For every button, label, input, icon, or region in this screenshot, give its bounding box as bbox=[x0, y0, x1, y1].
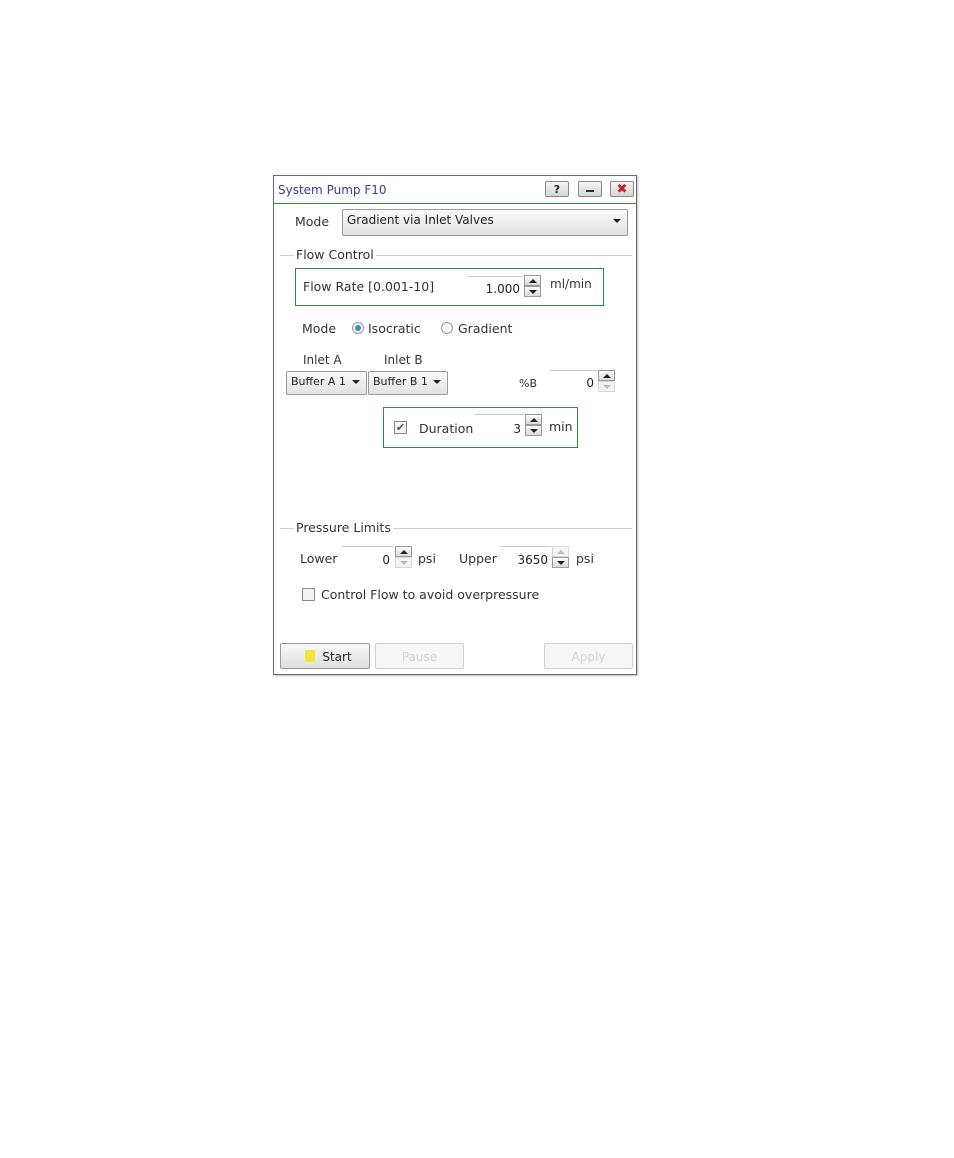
chevron-down-icon bbox=[433, 380, 441, 384]
chevron-down-icon bbox=[613, 219, 621, 223]
upper-input[interactable]: 3650 bbox=[500, 546, 551, 570]
isocratic-label: Isocratic bbox=[368, 321, 421, 336]
lower-unit: psi bbox=[418, 551, 436, 566]
gradient-label: Gradient bbox=[458, 321, 513, 336]
lower-down-button[interactable] bbox=[395, 557, 412, 568]
check-icon: ✔ bbox=[395, 421, 406, 434]
flow-rate-unit: ml/min bbox=[550, 277, 592, 291]
start-button[interactable] bbox=[280, 643, 370, 669]
percent-b-down-button[interactable] bbox=[598, 381, 615, 392]
gradient-radio[interactable] bbox=[441, 322, 453, 334]
mode-dropdown-value: Gradient via Inlet Valves bbox=[347, 213, 494, 227]
start-button-label: Start bbox=[322, 650, 352, 664]
inlet-a-dropdown[interactable] bbox=[286, 371, 367, 395]
minimize-icon bbox=[586, 190, 594, 192]
upper-unit: psi bbox=[576, 551, 594, 566]
lower-spinner[interactable] bbox=[395, 546, 412, 568]
mode-dropdown[interactable] bbox=[342, 209, 628, 236]
title-bar[interactable] bbox=[274, 176, 636, 204]
flow-mode-label: Mode bbox=[302, 321, 337, 336]
help-button[interactable]: ? bbox=[545, 181, 569, 197]
close-button[interactable]: ✖ bbox=[610, 181, 634, 197]
window-title: System Pump F10 bbox=[278, 183, 387, 197]
inlet-b-value: Buffer B 1 bbox=[373, 375, 428, 388]
pause-button-label: Pause bbox=[401, 650, 438, 664]
flow-rate-down-button[interactable] bbox=[524, 286, 541, 297]
percent-b-input[interactable]: 0 bbox=[550, 370, 597, 394]
inlet-a-label: Inlet A bbox=[303, 353, 342, 367]
percent-b-up-button[interactable] bbox=[598, 370, 615, 381]
upper-down-button[interactable] bbox=[552, 557, 569, 568]
duration-unit: min bbox=[549, 419, 573, 434]
chevron-down-icon bbox=[352, 380, 360, 384]
inlet-b-label: Inlet B bbox=[384, 353, 423, 367]
lower-input[interactable]: 0 bbox=[342, 546, 393, 570]
isocratic-radio[interactable] bbox=[352, 322, 364, 334]
flow-rate-input[interactable]: 1.000 bbox=[468, 276, 523, 300]
upper-spinner[interactable] bbox=[552, 546, 569, 568]
percent-b-caption: %B bbox=[519, 377, 537, 390]
apply-button-label: Apply bbox=[571, 650, 606, 664]
upper-up-button[interactable] bbox=[552, 546, 569, 557]
inlet-b-dropdown[interactable] bbox=[368, 371, 448, 395]
duration-input[interactable]: 3 bbox=[474, 414, 524, 438]
upper-label: Upper bbox=[459, 551, 497, 566]
duration-spinner[interactable] bbox=[525, 414, 542, 436]
flow-rate-box bbox=[295, 268, 604, 306]
flow-rate-up-button[interactable] bbox=[524, 275, 541, 286]
duration-down-button[interactable] bbox=[525, 425, 542, 436]
duration-up-button[interactable] bbox=[525, 414, 542, 425]
apply-button[interactable] bbox=[544, 643, 633, 669]
flow-control-title: Flow Control bbox=[296, 247, 374, 262]
control-flow-label: Control Flow to avoid overpressure bbox=[321, 587, 540, 602]
inlet-a-value: Buffer A 1 bbox=[291, 375, 346, 388]
flow-rate-label: Flow Rate [0.001-10] bbox=[303, 279, 435, 294]
lower-label: Lower bbox=[300, 551, 338, 566]
minimize-button[interactable] bbox=[578, 181, 602, 197]
system-pump-dialog bbox=[273, 175, 637, 675]
percent-b-spinner[interactable] bbox=[598, 370, 615, 392]
lower-up-button[interactable] bbox=[395, 546, 412, 557]
pressure-limits-title: Pressure Limits bbox=[296, 520, 391, 535]
mode-label: Mode bbox=[295, 214, 330, 229]
pause-button[interactable] bbox=[375, 643, 464, 669]
duration-box bbox=[383, 407, 578, 448]
flow-rate-spinner[interactable] bbox=[524, 275, 541, 297]
control-flow-checkbox[interactable] bbox=[302, 588, 315, 601]
duration-label: Duration bbox=[419, 421, 474, 436]
duration-checkbox[interactable] bbox=[394, 421, 407, 434]
